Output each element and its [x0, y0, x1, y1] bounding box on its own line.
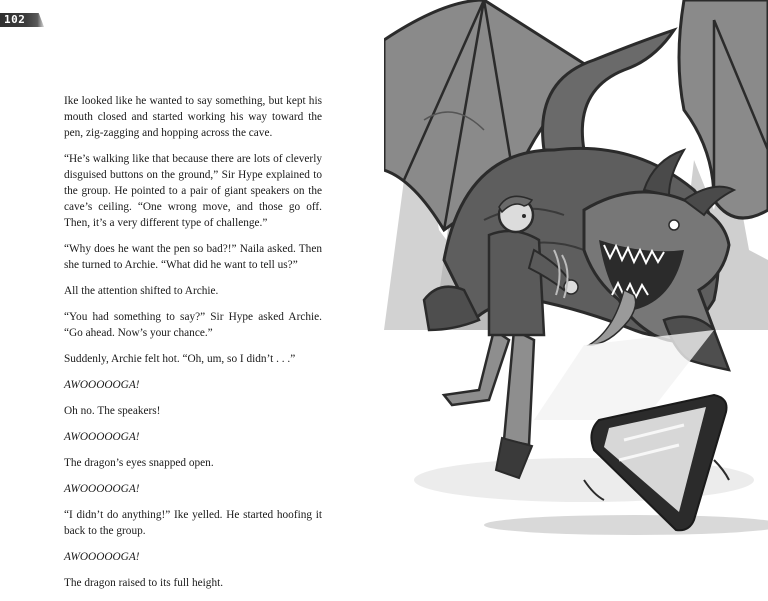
text-page: [0, 0, 384, 589]
illustration-page: [384, 0, 768, 576]
sound-effect: AWOOOOOGA!: [64, 379, 140, 391]
dragon-tail: [543, 30, 674, 150]
page-number: 102: [4, 13, 26, 26]
paragraph: The dragon’s eyes snapped open.: [64, 457, 214, 469]
paragraph: Suddenly, Archie felt hot. “Oh, um, so I didn’t . . .”: [64, 353, 296, 365]
sound-effect: AWOOOOOGA!: [64, 551, 140, 563]
paragraph: Ike looked like he wanted to say something, but kept his mouth closed and started working his way toward the pen, zig-zagging and hopping across the cave.: [64, 95, 322, 139]
sound-effect: AWOOOOOGA!: [64, 483, 140, 495]
paragraph: “Why does he want the pen so bad?!” Naila asked. Then she turned to Archie. “What did he want to tell us?”: [64, 243, 322, 271]
sound-effect: AWOOOOOGA!: [64, 431, 140, 443]
paragraph: “He’s walking like that because there are lots of cleverly disguised buttons on the ground,” Sir Hype explained to the group. He pointed to a pair of giant speakers on the cave’s ceiling. “One wrong move, and those go off. Then, it’s a very different type of challenge.”: [64, 153, 322, 229]
paragraph: “I didn’t do anything!” Ike yelled. He started hoofing it back to the group.: [64, 509, 322, 537]
body-text: [64, 93, 322, 601]
dragon-illustration: [384, 0, 768, 576]
paragraph: All the attention shifted to Archie.: [64, 285, 219, 297]
paragraph: “You had something to say?” Sir Hype asked Archie. “Go ahead. Now’s your chance.”: [64, 311, 322, 339]
paragraph: The dragon raised to its full height.: [64, 577, 224, 589]
paragraph: Oh no. The speakers!: [64, 405, 161, 417]
floor-shadow: [484, 515, 768, 535]
